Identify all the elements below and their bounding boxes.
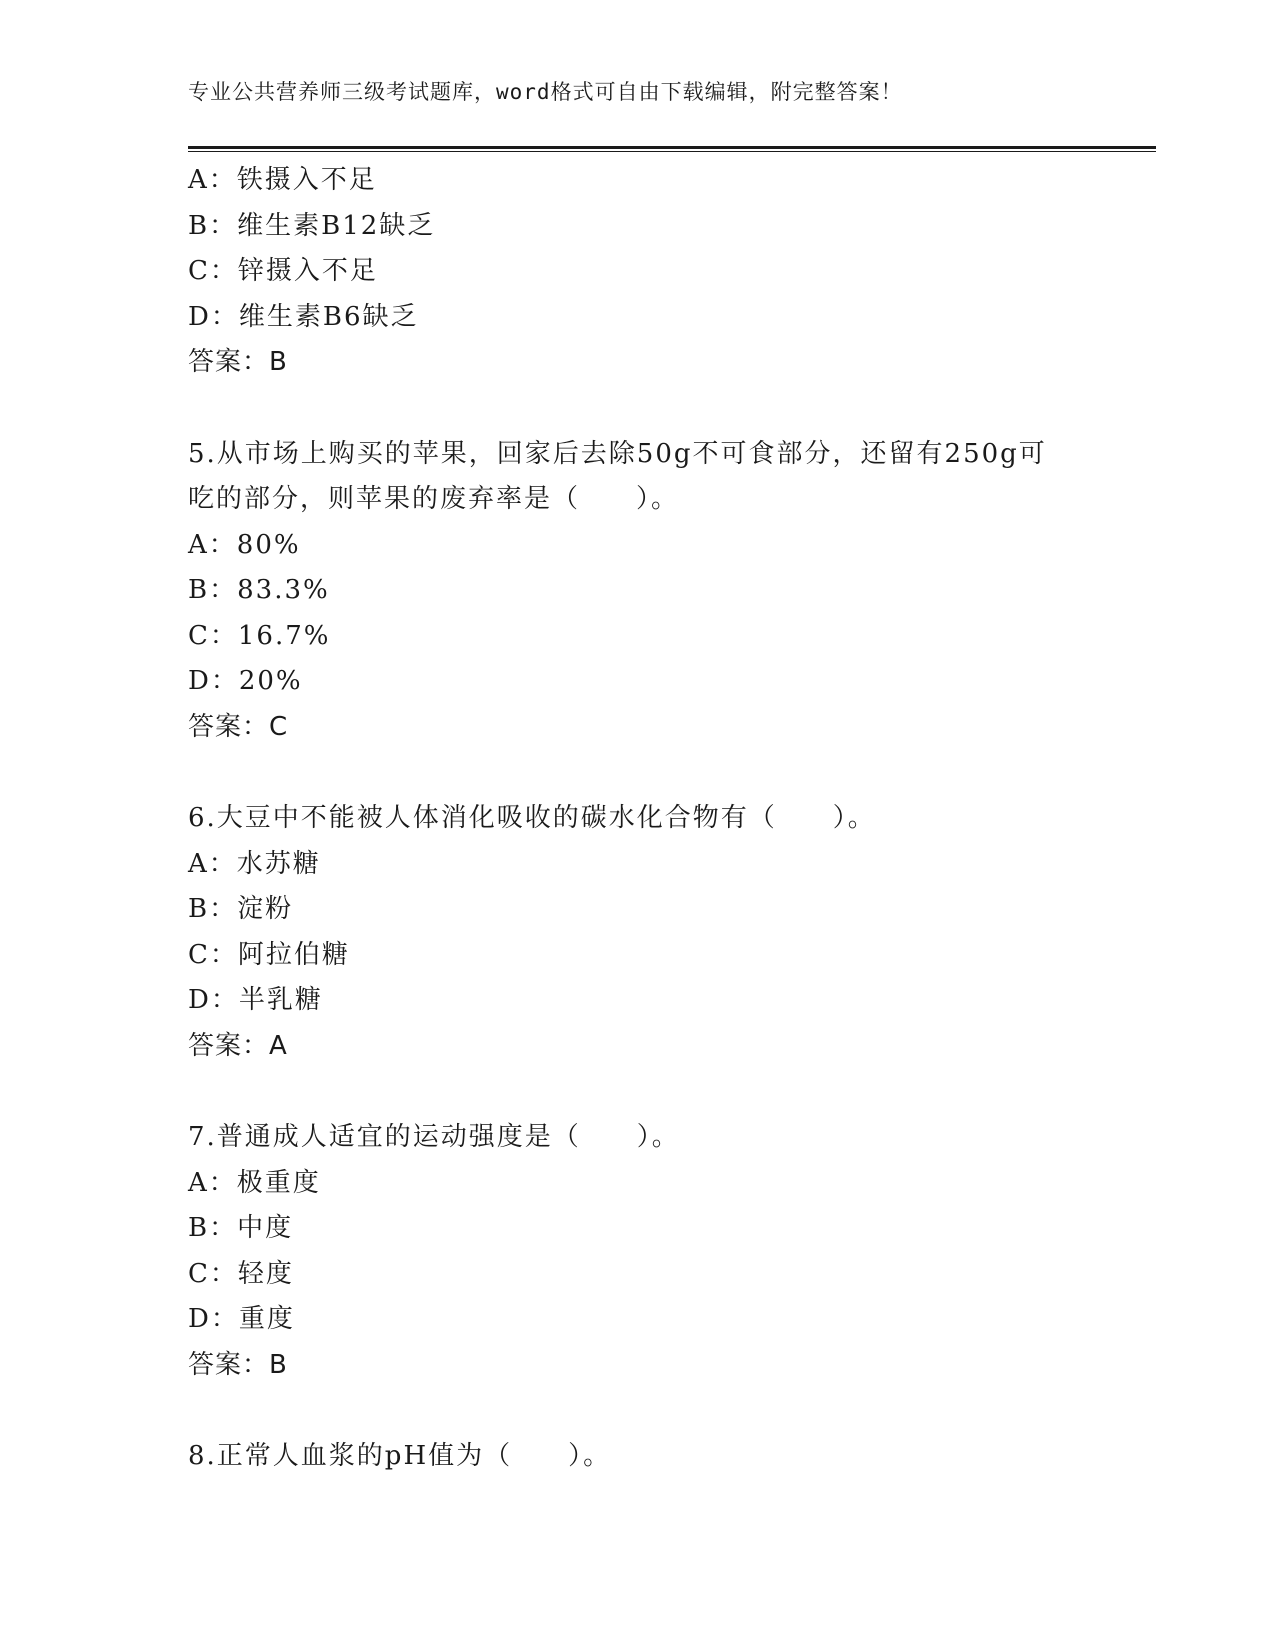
option-d: D：重度 [188, 1304, 295, 1334]
question-7 [188, 1115, 1088, 1388]
question-4-continued [188, 158, 1088, 386]
option-d: D：维生素B6缺乏 [188, 301, 419, 332]
option-b: B：83.3% [188, 575, 330, 605]
option-b: B：淀粉 [188, 894, 294, 924]
question-stem: 8.正常人血浆的pH值为（ ）。 [188, 1441, 612, 1471]
option-c: C：轻度 [188, 1258, 294, 1289]
header-rule-thin [188, 151, 1156, 152]
spacer [188, 386, 1088, 432]
option-c: C：锌摄入不足 [188, 256, 378, 286]
spacer [188, 1069, 1088, 1115]
question-list [188, 158, 1088, 1480]
question-stem: 5.从市场上购买的苹果，回家后去除50g不可食部分，还留有250g可吃的部分，则苹果的废弃率是（ ）。 [188, 438, 1047, 514]
question-stem: 6.大豆中不能被人体消化吸收的碳水化合物有（ ）。 [188, 803, 876, 833]
option-b: B：中度 [188, 1213, 294, 1243]
option-a: A：极重度 [188, 1167, 321, 1198]
spacer [188, 750, 1088, 796]
answer-line: 答案：B [188, 347, 288, 377]
option-d: D：半乳糖 [188, 985, 323, 1015]
option-a: A：80% [188, 529, 301, 560]
option-d: D：20% [188, 666, 303, 696]
answer-line: 答案：A [188, 1030, 288, 1061]
option-c: C：阿拉伯糖 [188, 939, 350, 970]
option-b: B：维生素B12缺乏 [188, 210, 436, 241]
page-header: 专业公共营养师三级考试题库，word格式可自由下载编辑，附完整答案！ [188, 80, 903, 104]
option-a: A：水苏糖 [188, 848, 321, 879]
answer-line: 答案：C [188, 711, 289, 742]
question-5 [188, 432, 1088, 751]
question-6 [188, 796, 1088, 1069]
answer-line: 答案：B [188, 1349, 288, 1380]
option-a: A：铁摄入不足 [188, 165, 377, 195]
question-8 [188, 1434, 1088, 1480]
spacer [188, 1388, 1088, 1434]
option-c: C：16.7% [188, 620, 331, 651]
header-rule-thick [188, 146, 1156, 149]
question-stem: 7.普通成人适宜的运动强度是（ ）。 [188, 1122, 680, 1152]
